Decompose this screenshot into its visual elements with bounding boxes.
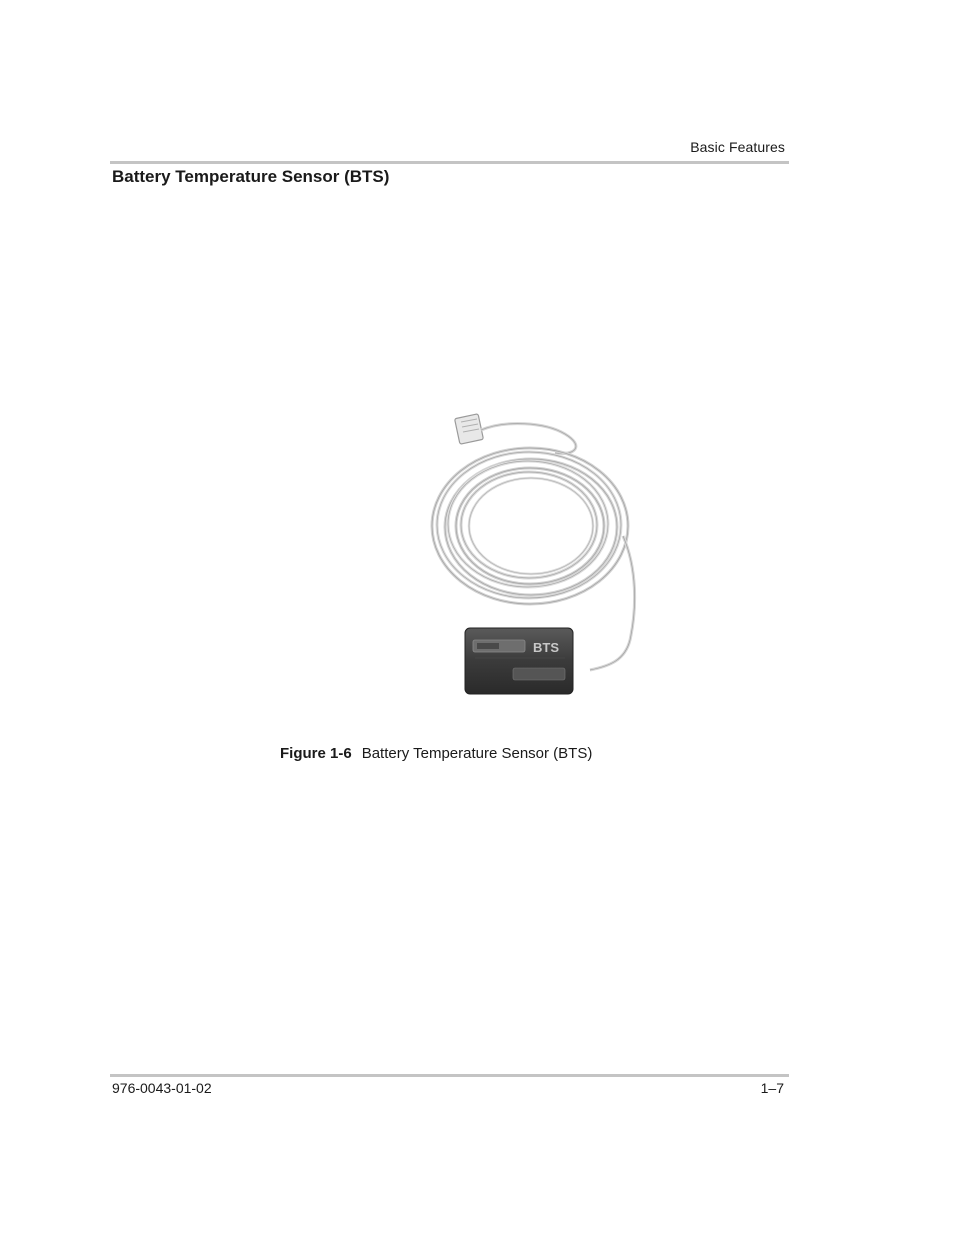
document-number: 976-0043-01-02 [112, 1080, 212, 1096]
running-header: Basic Features [690, 139, 785, 155]
header-rule [110, 161, 789, 164]
figure-caption-text: Battery Temperature Sensor (BTS) [361, 745, 593, 762]
coiled-cable [432, 448, 628, 604]
sensor-marking: BTS [533, 640, 559, 655]
bts-sensor-image [425, 408, 645, 700]
figure-label: Figure 1-6 [280, 745, 352, 762]
page-number: 1–7 [760, 1080, 784, 1096]
rj-connector-plug [455, 414, 484, 444]
figure-caption [280, 745, 592, 762]
footer-rule [110, 1074, 789, 1077]
sensor-body [465, 628, 573, 694]
section-heading: Battery Temperature Sensor (BTS) [112, 167, 390, 186]
